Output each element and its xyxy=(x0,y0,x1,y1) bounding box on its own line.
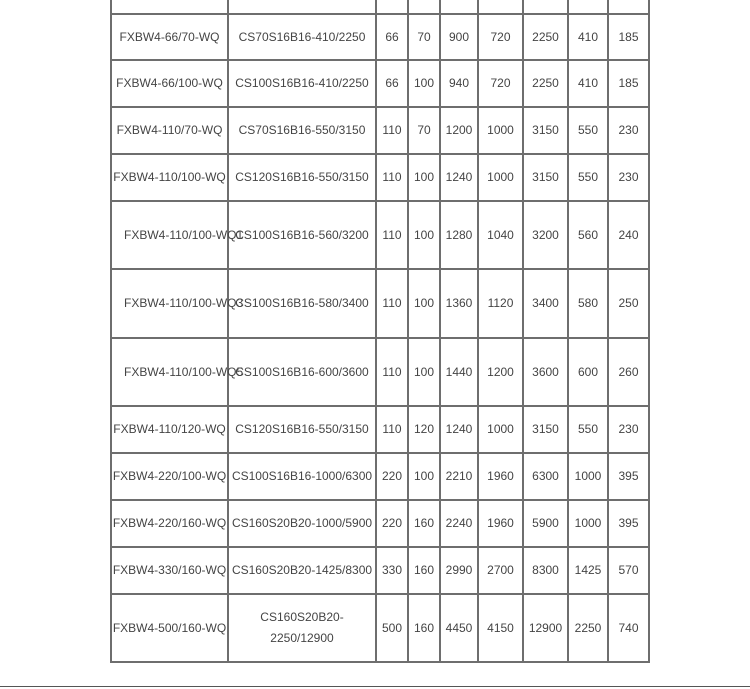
table-cell: FXBW4-110/100-WQ3 xyxy=(111,269,228,338)
table-cell: FXBW4-66/70-WQ xyxy=(111,14,228,60)
table-row xyxy=(111,107,649,154)
table-cell: 1120 xyxy=(478,269,523,338)
table-cell: 4150 xyxy=(478,594,523,662)
table-cell: 3400 xyxy=(523,269,568,338)
table-cell: FXBW4-110/120-WQ xyxy=(111,406,228,453)
table-row xyxy=(111,14,649,60)
table-cell: 66 xyxy=(376,60,408,107)
table-cell: 70 xyxy=(408,107,440,154)
table-cell xyxy=(111,0,228,14)
table-cell: CS160S20B20-1000/5900 xyxy=(228,500,376,547)
table-cell: 1000 xyxy=(568,500,608,547)
table-cell: 1240 xyxy=(440,406,478,453)
table-cell: 1000 xyxy=(478,154,523,201)
table-cell: 160 xyxy=(408,500,440,547)
table-cell: 3150 xyxy=(523,406,568,453)
table-cell: 185 xyxy=(608,60,649,107)
table-cell: CS100S16B16-600/3600 xyxy=(228,338,376,406)
table-cell: 500 xyxy=(376,594,408,662)
table-cell: 1000 xyxy=(478,107,523,154)
table-cell xyxy=(408,0,440,14)
table-cell: 1960 xyxy=(478,500,523,547)
table-cell: 940 xyxy=(440,60,478,107)
table-cell: CS100S16B16-1000/6300 xyxy=(228,453,376,500)
table-cell: 1000 xyxy=(478,406,523,453)
table-cell: 2250 xyxy=(523,14,568,60)
table-row xyxy=(111,594,649,662)
table-cell: CS70S16B16-410/2250 xyxy=(228,14,376,60)
table-cell: 8300 xyxy=(523,547,568,594)
table-cell: 230 xyxy=(608,154,649,201)
table-cell: 550 xyxy=(568,154,608,201)
table-cell: 12900 xyxy=(523,594,568,662)
table-cell: 2250 xyxy=(523,60,568,107)
table-cell: 240 xyxy=(608,201,649,269)
table-cell: 570 xyxy=(608,547,649,594)
table-cell: CS100S16B16-560/3200 xyxy=(228,201,376,269)
table-cell: 2250 xyxy=(568,594,608,662)
table-cell: 1000 xyxy=(568,453,608,500)
table-cell: 410 xyxy=(568,14,608,60)
table-cell: 740 xyxy=(608,594,649,662)
table-cell: 1040 xyxy=(478,201,523,269)
table-cell: 2240 xyxy=(440,500,478,547)
table-cell: CS120S16B16-550/3150 xyxy=(228,406,376,453)
table-cell: FXBW4-110/70-WQ xyxy=(111,107,228,154)
bottom-divider xyxy=(0,686,750,687)
table-cell: FXBW4-110/100-WQ5 xyxy=(111,338,228,406)
table-cell: FXBW4-220/100-WQ xyxy=(111,453,228,500)
table-cell xyxy=(568,0,608,14)
table-cell: 220 xyxy=(376,453,408,500)
table-cell xyxy=(228,0,376,14)
table-cell: 395 xyxy=(608,500,649,547)
table-cell: 160 xyxy=(408,547,440,594)
table-cell: 110 xyxy=(376,406,408,453)
table-cell: 4450 xyxy=(440,594,478,662)
table-body xyxy=(111,0,649,662)
table-cell: 3200 xyxy=(523,201,568,269)
table-cell: 230 xyxy=(608,406,649,453)
table-cell: 1425 xyxy=(568,547,608,594)
table-cell: 100 xyxy=(408,269,440,338)
table-cell: 160 xyxy=(408,594,440,662)
table-cell xyxy=(523,0,568,14)
table-cell: 110 xyxy=(376,201,408,269)
table-cell: 110 xyxy=(376,338,408,406)
table-cell: CS100S16B16-580/3400 xyxy=(228,269,376,338)
table-cell: 1200 xyxy=(440,107,478,154)
table-row xyxy=(111,500,649,547)
table-cell: 2210 xyxy=(440,453,478,500)
table-cell: 1280 xyxy=(440,201,478,269)
table-row xyxy=(111,338,649,406)
table-cell: FXBW4-110/100-WQ xyxy=(111,154,228,201)
table-cell: 330 xyxy=(376,547,408,594)
table-cell: CS100S16B16-410/2250 xyxy=(228,60,376,107)
table-cell: 1960 xyxy=(478,453,523,500)
table-cell: 100 xyxy=(408,338,440,406)
table-cell: FXBW4-110/100-WQ1 xyxy=(111,201,228,269)
table-cell: 120 xyxy=(408,406,440,453)
table-cell: 1200 xyxy=(478,338,523,406)
table-cell: 220 xyxy=(376,500,408,547)
table-cell: 395 xyxy=(608,453,649,500)
table-cell xyxy=(376,0,408,14)
table-cell: FXBW4-330/160-WQ xyxy=(111,547,228,594)
table-cell: CS160S20B20-1425/8300 xyxy=(228,547,376,594)
table-cell xyxy=(440,0,478,14)
table-row-partial xyxy=(111,0,649,14)
table-cell: 720 xyxy=(478,14,523,60)
table-cell: 100 xyxy=(408,60,440,107)
table-cell: 1240 xyxy=(440,154,478,201)
table-cell: FXBW4-66/100-WQ xyxy=(111,60,228,107)
table-cell: FXBW4-500/160-WQ xyxy=(111,594,228,662)
table-cell: 66 xyxy=(376,14,408,60)
table-cell: FXBW4-220/160-WQ xyxy=(111,500,228,547)
table-cell: 230 xyxy=(608,107,649,154)
table-cell: 900 xyxy=(440,14,478,60)
table-cell: 110 xyxy=(376,107,408,154)
table-cell: 1360 xyxy=(440,269,478,338)
table-cell: 2990 xyxy=(440,547,478,594)
table-cell: 560 xyxy=(568,201,608,269)
table-cell: 720 xyxy=(478,60,523,107)
table-cell xyxy=(478,0,523,14)
insulator-spec-table xyxy=(110,0,650,663)
table-cell: 3150 xyxy=(523,154,568,201)
table-cell: 100 xyxy=(408,154,440,201)
table-cell: CS160S20B20-2250/12900 xyxy=(228,594,376,662)
table-cell: CS70S16B16-550/3150 xyxy=(228,107,376,154)
table-cell: CS120S16B16-550/3150 xyxy=(228,154,376,201)
table-row xyxy=(111,453,649,500)
table-cell: 100 xyxy=(408,201,440,269)
table-row xyxy=(111,547,649,594)
table-cell: 110 xyxy=(376,154,408,201)
table-row xyxy=(111,60,649,107)
table-cell: 70 xyxy=(408,14,440,60)
table-cell: 580 xyxy=(568,269,608,338)
table-row xyxy=(111,269,649,338)
table-row xyxy=(111,406,649,453)
table-row xyxy=(111,154,649,201)
table-cell: 3600 xyxy=(523,338,568,406)
table-cell: 6300 xyxy=(523,453,568,500)
table-cell: 100 xyxy=(408,453,440,500)
table-cell: 2700 xyxy=(478,547,523,594)
table-cell: 550 xyxy=(568,107,608,154)
table-cell: 250 xyxy=(608,269,649,338)
table-cell: 5900 xyxy=(523,500,568,547)
table-cell: 185 xyxy=(608,14,649,60)
table-cell: 600 xyxy=(568,338,608,406)
table-cell: 410 xyxy=(568,60,608,107)
table-cell: 550 xyxy=(568,406,608,453)
table-cell: 110 xyxy=(376,269,408,338)
table-cell: 260 xyxy=(608,338,649,406)
table-row xyxy=(111,201,649,269)
table-cell xyxy=(608,0,649,14)
table-cell: 1440 xyxy=(440,338,478,406)
table-cell: 3150 xyxy=(523,107,568,154)
